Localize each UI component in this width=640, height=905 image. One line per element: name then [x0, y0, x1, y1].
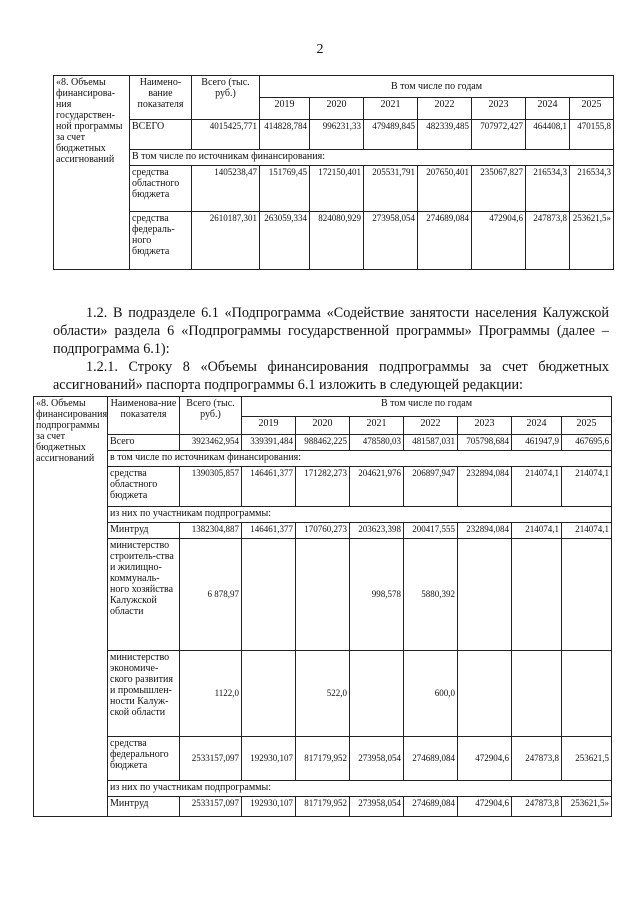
table-cell: 461947,9 — [512, 435, 562, 451]
table-cell: 214074,1 — [512, 467, 562, 507]
table1-year: 2020 — [310, 98, 364, 120]
table2-year: 2020 — [296, 417, 350, 435]
table-cell: 192930,107 — [242, 797, 296, 817]
table-cell — [458, 651, 512, 737]
paragraph-1-2: 1.2. В подразделе 6.1 «Подпрограмма «Содействие занятости населения Калужской области» раздела 6 «Подпрограммы государственной программы» Программы (далее – подпрограмма 6.1): — [53, 305, 609, 357]
table-cell: 707972,427 — [472, 120, 526, 150]
table-cell: 247873,8 — [512, 737, 562, 781]
table2-col-name: Наименова-ние показателя — [108, 397, 180, 435]
table1-sources-label: В том числе по источникам финансирования: — [130, 150, 614, 166]
table-cell: 203623,398 — [350, 523, 404, 539]
table-cell: 6 878,97 — [180, 539, 242, 651]
table-cell: 467695,6 — [562, 435, 612, 451]
table-cell: 998,578 — [350, 539, 404, 651]
table-cell: 1405238,47 — [192, 166, 260, 212]
table-cell: 200417,555 — [404, 523, 458, 539]
table-cell: 470155,8 — [570, 120, 614, 150]
table1-year: 2021 — [364, 98, 418, 120]
table1-row-total-name: ВСЕГО — [130, 120, 192, 150]
table-cell: 479489,845 — [364, 120, 418, 150]
table2-sources-label: в том числе по источникам финансирования: — [108, 451, 612, 467]
table-cell: 705798,684 — [458, 435, 512, 451]
table-cell: 273958,054 — [364, 212, 418, 270]
table-cell — [350, 651, 404, 737]
table-cell: 204621,976 — [350, 467, 404, 507]
table2-col-total: Всего (тыс. руб.) — [180, 397, 242, 435]
table-cell: 171282,273 — [296, 467, 350, 507]
table-cell: 482339,485 — [418, 120, 472, 150]
table-cell: 146461,377 — [242, 467, 296, 507]
table-cell: 232894,084 — [458, 467, 512, 507]
financing-table-subprogram — [33, 396, 612, 817]
table2-row-regional-name: средства областного бюджета — [108, 467, 180, 507]
table1-label: «8. Объемы финансирова-ния государствен-ной программы за счет бюджетных ассигнований — [54, 76, 130, 270]
table-cell: 274689,084 — [404, 797, 458, 817]
paragraph-1-2-1: 1.2.1. Строку 8 «Объемы финансирования подпрограммы за счет бюджетных ассигнований» паспорта подпрограммы 6.1 изложить в следующей редакции: — [53, 359, 609, 393]
table-cell — [512, 651, 562, 737]
table1-year: 2019 — [260, 98, 310, 120]
table-cell: 464408,1 — [526, 120, 570, 150]
table2-row-mineconom-name: министерство экономиче-ского развития и промышлен-ности Калуж-ской области — [108, 651, 180, 737]
table-cell: 481587,031 — [404, 435, 458, 451]
table2-years-header: В том числе по годам — [242, 397, 612, 417]
table-cell: 4015425,771 — [192, 120, 260, 150]
table-cell: 5880,392 — [404, 539, 458, 651]
table-cell: 247873,8 — [526, 212, 570, 270]
table-cell: 274689,084 — [404, 737, 458, 781]
table-cell — [296, 539, 350, 651]
table-cell: 1390305,857 — [180, 467, 242, 507]
table-cell: 2533157,097 — [180, 737, 242, 781]
table-cell — [512, 539, 562, 651]
table2-year: 2025 — [562, 417, 612, 435]
table-cell: 216534,3 — [526, 166, 570, 212]
table2-label: «8. Объемы финансирования подпрограммы за счет бюджетных ассигнований — [34, 397, 108, 817]
table2-year: 2022 — [404, 417, 458, 435]
table-cell: 274689,084 — [418, 212, 472, 270]
table2-participants-label: из них по участникам подпрограммы: — [108, 781, 612, 797]
table-cell: 817179,952 — [296, 797, 350, 817]
table-cell: 206897,947 — [404, 467, 458, 507]
table-cell: 253621,5» — [570, 212, 614, 270]
table-cell: 472904,6 — [458, 797, 512, 817]
table-cell: 232894,084 — [458, 523, 512, 539]
table2-year: 2021 — [350, 417, 404, 435]
table-cell: 214074,1 — [512, 523, 562, 539]
table-cell: 214074,1 — [562, 523, 612, 539]
table-cell: 214074,1 — [562, 467, 612, 507]
table-cell: 2610187,301 — [192, 212, 260, 270]
table1-year: 2024 — [526, 98, 570, 120]
table-cell: 247873,8 — [512, 797, 562, 817]
table-cell: 988462,225 — [296, 435, 350, 451]
table-cell: 273958,054 — [350, 737, 404, 781]
table1-col-name: Наимено-вание показателя — [130, 76, 192, 120]
table-cell: 1122,0 — [180, 651, 242, 737]
table-cell: 817179,952 — [296, 737, 350, 781]
table-cell: 472904,6 — [458, 737, 512, 781]
table-cell — [562, 539, 612, 651]
table-cell: 263059,334 — [260, 212, 310, 270]
table-cell: 172150,401 — [310, 166, 364, 212]
table-cell: 600,0 — [404, 651, 458, 737]
table-cell — [562, 651, 612, 737]
table-cell: 996231,33 — [310, 120, 364, 150]
table-cell: 273958,054 — [350, 797, 404, 817]
table-cell: 2533157,097 — [180, 797, 242, 817]
table2-row-federal-name: средства федерального бюджета — [108, 737, 180, 781]
table-cell — [242, 651, 296, 737]
table1-year: 2023 — [472, 98, 526, 120]
table-cell: 339391,484 — [242, 435, 296, 451]
table-cell: 478580,03 — [350, 435, 404, 451]
table2-year: 2024 — [512, 417, 562, 435]
table-cell: 216534,3 — [570, 166, 614, 212]
table2-year: 2019 — [242, 417, 296, 435]
table-cell — [242, 539, 296, 651]
table-cell: 472904,6 — [472, 212, 526, 270]
table2-row-total-name: Всего — [108, 435, 180, 451]
table-cell: 170760,273 — [296, 523, 350, 539]
table-cell: 3923462,954 — [180, 435, 242, 451]
financing-table-program — [53, 75, 614, 270]
table-cell: 414828,784 — [260, 120, 310, 150]
table-cell: 253621,5 — [562, 737, 612, 781]
table2-row-mintrud-name: Минтруд — [108, 797, 180, 817]
page-number: 2 — [316, 42, 324, 57]
table-cell — [458, 539, 512, 651]
table1-col-total: Всего (тыс. руб.) — [192, 76, 260, 120]
table-cell: 253621,5» — [562, 797, 612, 817]
table1-years-header: В том числе по годам — [260, 76, 614, 98]
table2-row-minstroy-name: министерство строитель-ства и жилищно-коммуналь-ного хозяйства Калужской области — [108, 539, 180, 651]
table-cell: 151769,45 — [260, 166, 310, 212]
table-cell: 207650,401 — [418, 166, 472, 212]
table1-year: 2022 — [418, 98, 472, 120]
table2-row-mintrud-name: Минтруд — [108, 523, 180, 539]
table2-year: 2023 — [458, 417, 512, 435]
table1-year: 2025 — [570, 98, 614, 120]
table-cell: 235067,827 — [472, 166, 526, 212]
table1-row-federal-name: средства федераль-ного бюджета — [130, 212, 192, 270]
table1-row-regional-name: средства областного бюджета — [130, 166, 192, 212]
table-cell: 192930,107 — [242, 737, 296, 781]
table-cell: 146461,377 — [242, 523, 296, 539]
table2-participants-label: из них по участникам подпрограммы: — [108, 507, 612, 523]
table-cell: 824080,929 — [310, 212, 364, 270]
table-cell: 522,0 — [296, 651, 350, 737]
table-cell: 205531,791 — [364, 166, 418, 212]
table-cell: 1382304,887 — [180, 523, 242, 539]
